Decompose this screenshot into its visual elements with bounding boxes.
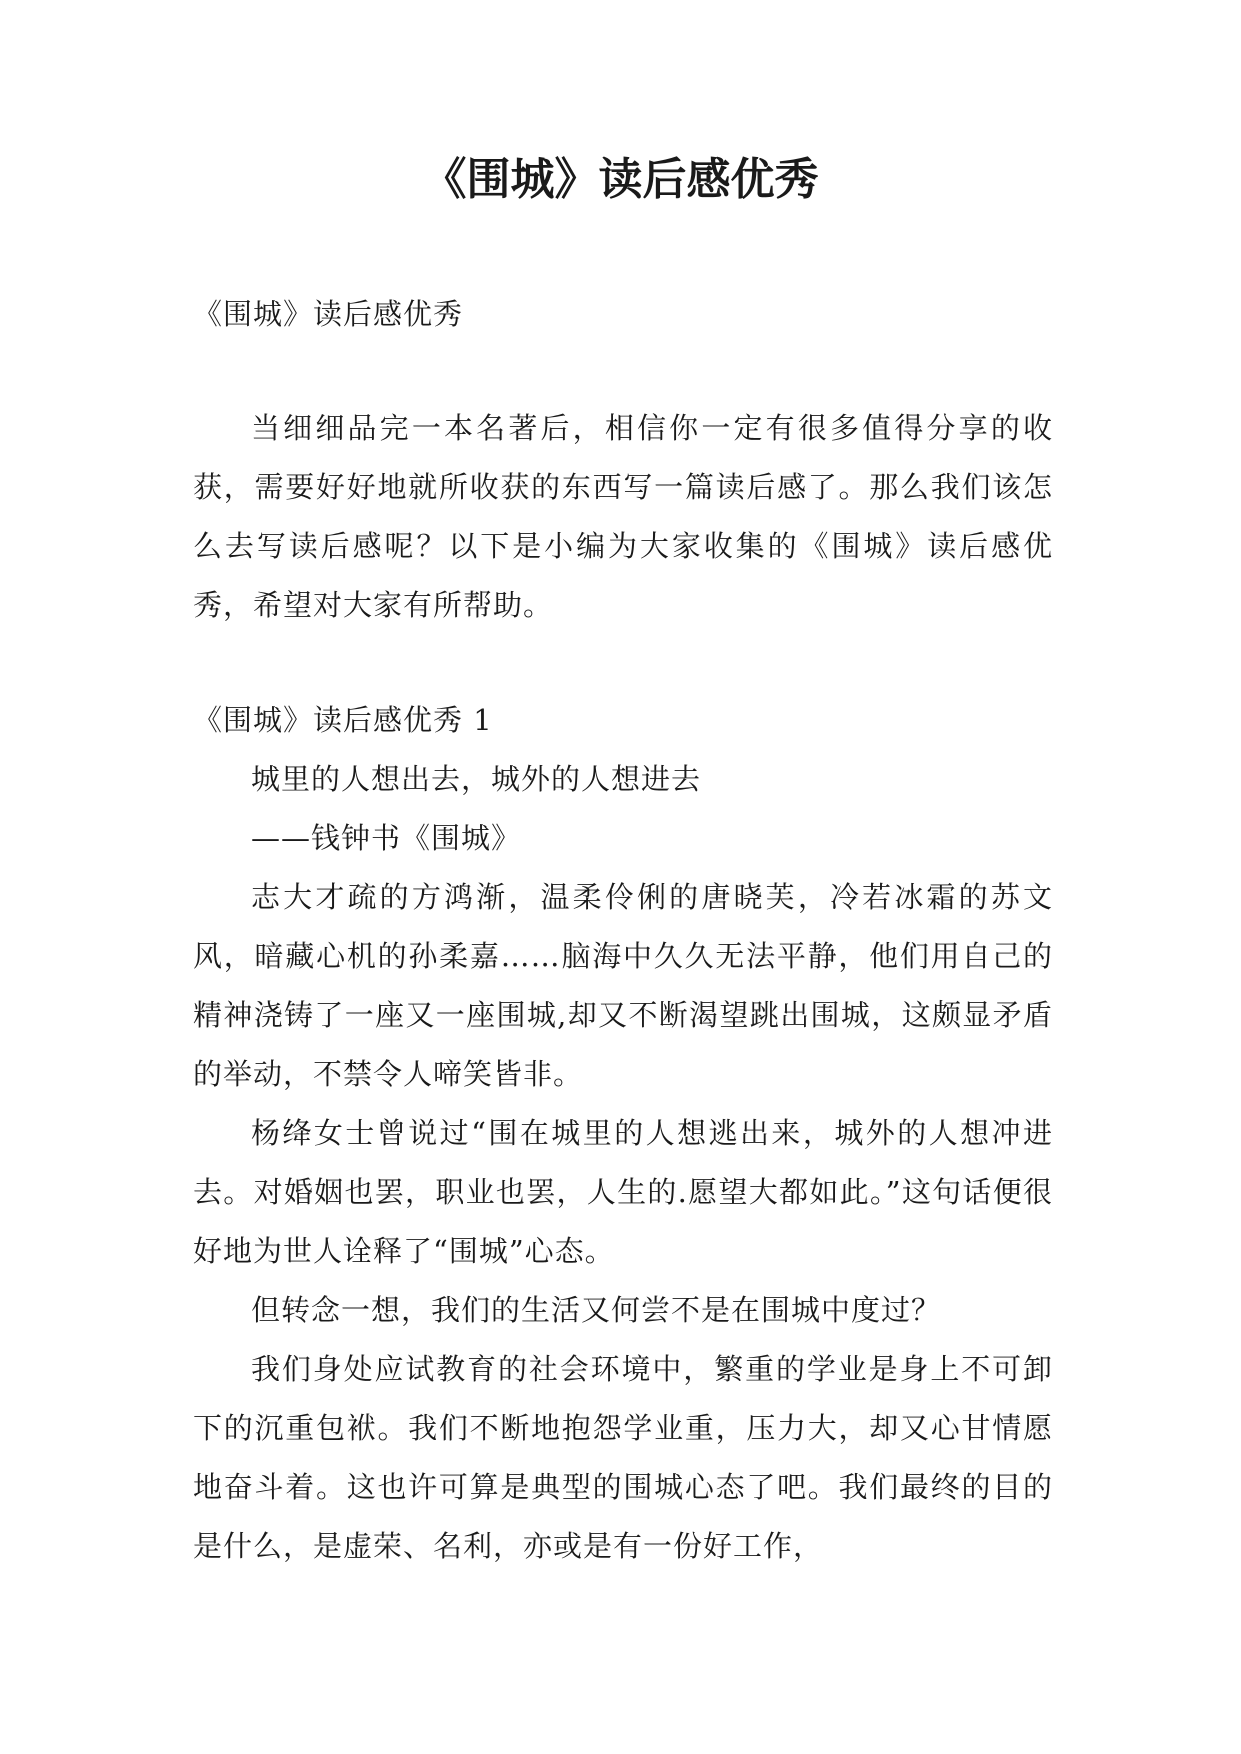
section-heading: 《围城》读后感优秀 1 (193, 703, 493, 737)
epigraph-attribution: ——钱钟书《围城》 (251, 821, 522, 855)
body-paragraph: 但转念一想，我们的生活又何尝不是在围城中度过？ (251, 1293, 942, 1327)
body-paragraph: 志大才疏的方鸿渐，温柔伶俐的唐晓芙，冷若冰霜的苏文风，暗藏心机的孙柔嘉……脑海中久久无法平静，他们用自己的精神浇铸了一座又一座围城,却又不断渴望跳出围城，这颇显矛盾的举动，不禁令人啼笑皆非。 (193, 880, 1053, 1091)
body-paragraph: 杨绛女士曾说过“围在城里的人想逃出来，城外的人想冲进去。对婚姻也罢，职业也罢，人生的.愿望大都如此。”这句话便很好地为世人诠释了“围城”心态。 (193, 1116, 1053, 1268)
document-subtitle: 《围城》读后感优秀 (193, 297, 464, 331)
document-title: 《围城》读后感优秀 (422, 154, 819, 205)
body-paragraph: 我们身处应试教育的社会环境中，繁重的学业是身上不可卸下的沉重包袱。我们不断地抱怨学业重，压力大，却又心甘情愿地奋斗着。这也许可算是典型的围城心态了吧。我们最终的目的是什么，是虚荣、名利，亦或是有一份好工作， (193, 1352, 1053, 1563)
intro-paragraph: 当细细品完一本名著后，相信你一定有很多值得分享的收获，需要好好地就所收获的东西写一篇读后感了。那么我们该怎么去写读后感呢？以下是小编为大家收集的《围城》读后感优秀，希望对大家有所帮助。 (193, 411, 1053, 622)
epigraph-quote: 城里的人想出去，城外的人想进去 (251, 762, 702, 796)
document-body (193, 285, 1053, 1576)
